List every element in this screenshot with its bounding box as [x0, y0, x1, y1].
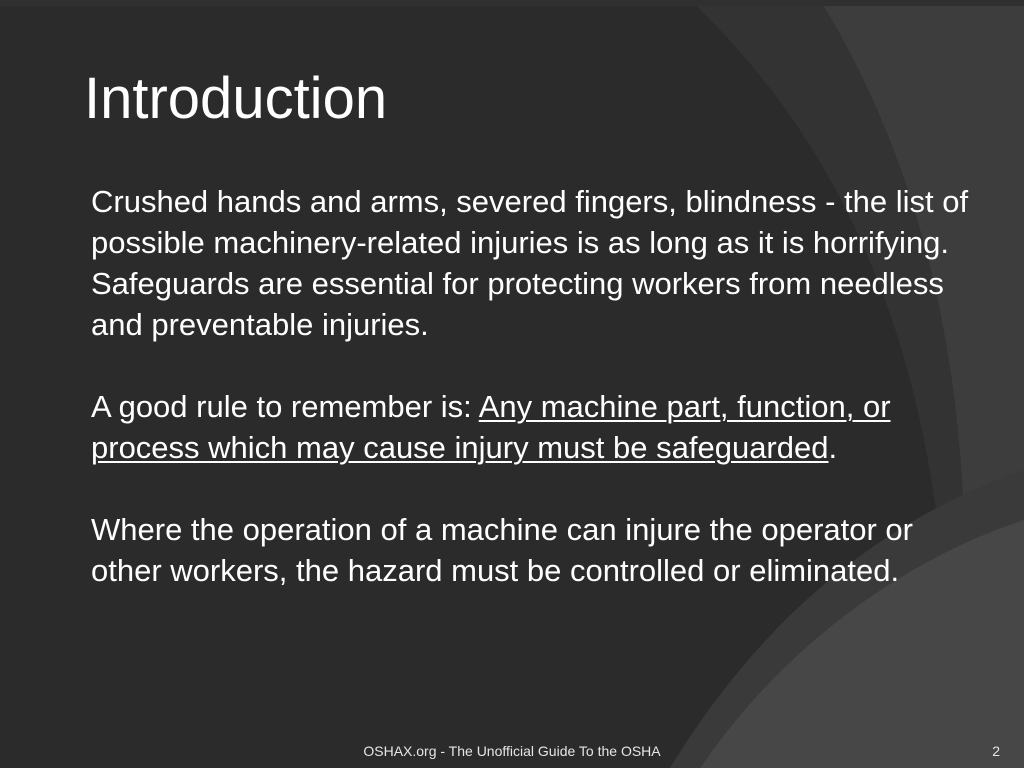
paragraph-injuries: Crushed hands and arms, severed fingers, blindness - the list of possible machinery-related injuries is as long as it is horrifying. Safeguards are essential for protecting workers from needless and preventable injuries. — [91, 184, 969, 342]
slide-body — [91, 181, 971, 591]
paragraph-hazard: Where the operation of a machine can injure the operator or other workers, the hazard must be controlled or eliminated. — [91, 512, 913, 588]
rule-underlined-text: Any machine part, function, or process which may cause injury must be safeguarded — [91, 389, 891, 465]
rule-lead-text: A good rule to remember is: — [91, 389, 479, 424]
rule-end-period: . — [828, 430, 838, 465]
slide-footer: OSHAX.org - The Unofficial Guide To the OSHA — [363, 743, 661, 759]
slide-title: Introduction — [84, 66, 388, 131]
page-number: 2 — [992, 743, 1000, 759]
paragraph-rule — [91, 386, 971, 468]
